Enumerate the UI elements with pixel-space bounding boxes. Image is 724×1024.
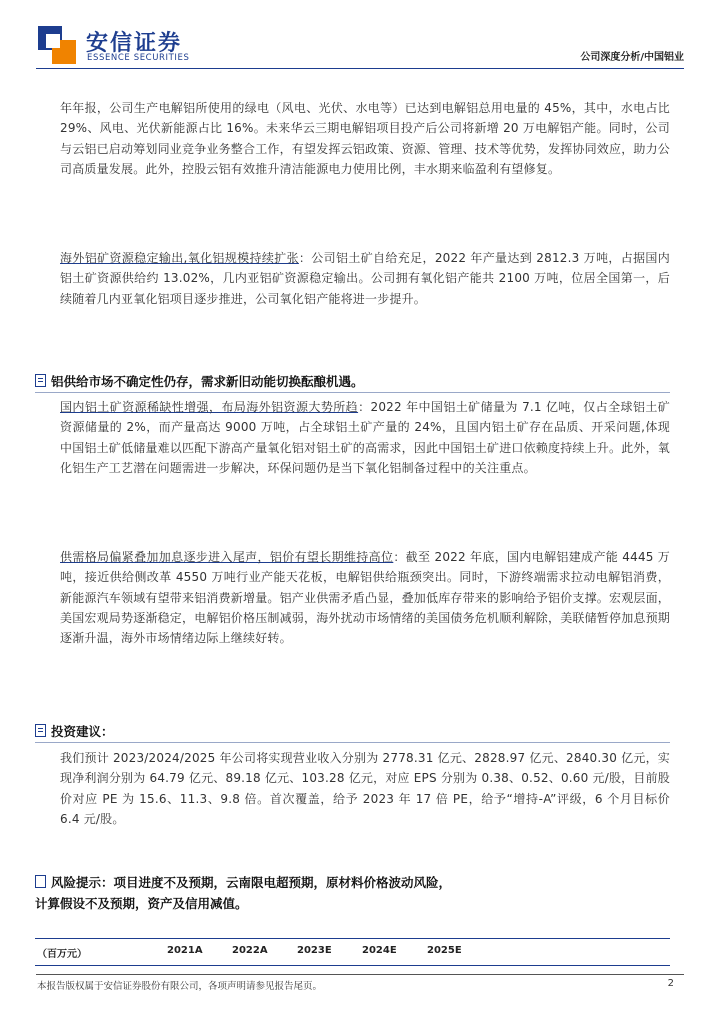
paragraph-supply-demand bbox=[60, 547, 670, 648]
section-bullet-icon bbox=[35, 875, 46, 888]
header-divider bbox=[36, 68, 684, 69]
table-year-header: 2022A bbox=[232, 945, 268, 956]
paragraph-text: ：公司铝土矿自给充足，2022 年产量达到 2812.3 万吨，占据国内铝土矿资源供给约 13.02%，几内亚铝矿资源稳定输出。公司拥有氧化铝产能共 2100 万吨，位居全国第一，后续随着几内亚氧化铝项目逐步推进，公司氧化铝产能将进一步提升。 bbox=[60, 251, 670, 306]
paragraph-overseas-bauxite bbox=[60, 248, 670, 309]
section-divider bbox=[35, 742, 670, 743]
footer-divider bbox=[36, 974, 684, 975]
brand-name-english: ESSENCE SECURITIES bbox=[87, 53, 190, 63]
brand-name: 安信证券 bbox=[86, 31, 183, 56]
forecast-table-header bbox=[35, 938, 670, 966]
section-title: 投资建议： bbox=[51, 724, 114, 739]
table-year-header: 2023E bbox=[297, 945, 332, 956]
paragraph-text: ：截至 2022 年底，国内电解铝建成产能 4445 万吨，接近供给侧改革 4550 万吨行业产能天花板，电解铝供给瓶颈突出。同时，下游终端需求拉动电解铝消费，新能源汽车领域有望带来铝消费新增量。铝产业供需矛盾凸显，叠加低库存带来的影响给予铝价支撑。宏观层面，美国宏观局势逐渐稳定，电解铝价格压制减弱，海外扰动市场情绪的美国债务危机顺利解除，美联储暂停加息预期逐渐升温，海外市场情绪边际上继续好转。 bbox=[60, 550, 671, 646]
report-type: 公司深度分析/中国铝业 bbox=[580, 52, 684, 63]
paragraph-domestic-bauxite bbox=[60, 397, 670, 478]
section-heading-supply bbox=[35, 372, 364, 390]
page-number: 2 bbox=[667, 978, 674, 989]
page-header bbox=[0, 0, 724, 75]
table-unit-label: （百万元） bbox=[37, 949, 87, 960]
paragraph-investment-advice: 我们预计 2023/2024/2025 年公司将实现营业收入分别为 2778.31 亿元、2828.97 亿元、2840.30 亿元，实现净利润分别为 64.79 亿元、89.18 亿元、103.28 亿元，对应 EPS 分别为 0.38、0.52、0.60 元/股，目前股价对应 PE 为 15.6、11.3、9.8 倍。首次覆盖，给予 2023 年 17 倍 PE，给予“增持-A”评级，6 个月目标价 6.4 元/股。 bbox=[60, 751, 670, 826]
section-title: 铝供给市场不确定性仍存，需求新旧动能切换酝酿机遇。 bbox=[51, 374, 364, 389]
table-year-header: 2025E bbox=[427, 945, 462, 956]
section-bullet-icon bbox=[35, 374, 46, 387]
brand-logo-icon bbox=[38, 26, 78, 66]
section-divider bbox=[35, 392, 670, 393]
table-year-header: 2021A bbox=[167, 945, 203, 956]
paragraph-lead: 供需格局偏紧叠加加息逐步进入尾声，铝价有望长期维持高位 bbox=[60, 550, 394, 564]
section-bullet-icon bbox=[35, 724, 46, 737]
section-heading-investment bbox=[35, 722, 114, 740]
paragraph-text: ：2022 年中国铝土矿储量为 7.1 亿吨，仅占全球铝土矿资源储量的 2%，而产量高达 9000 万吨，占全球铝土矿产量的 24%，且国内铝土矿存在品质、开采问题,体现中国铝土矿低储量难以匹配下游高产量氧化铝对铝土矿的高需求，因此中国铝土矿进口依赖度持续上升。此外，氧化铝生产工艺潜在问题需进一步解决，环保问题仍是当下氧化铝制备过程中的关注重点。 bbox=[60, 400, 671, 475]
paragraph-green-power: 年年报，公司生产电解铝所使用的绿电（风电、光伏、水电等）已达到电解铝总用电量的 45%，其中，水电占比 29%、风电、光伏新能源占比 16%。未来华云三期电解铝项目投产后公司将新增 20 万电解铝产能。同时，公司与云铝已启动筹划同业竞争业务整合工作，有望发挥云铝政策、资源、管理、技术等优势，发挥协同效应，助力公司高质量发展。此外，控股云铝有效推升清洁能源电力使用比例，丰水期来临盈利有望修复。 bbox=[60, 101, 671, 176]
paragraph-lead: 国内铝土矿资源稀缺性增强，布局海外铝资源大势所趋 bbox=[60, 400, 359, 414]
paragraph-lead: 海外铝矿资源稳定输出,氧化铝规模持续扩张 bbox=[60, 251, 299, 265]
risk-warning bbox=[35, 872, 455, 914]
table-year-header: 2024E bbox=[362, 945, 397, 956]
risk-text: 风险提示：项目进度不及预期，云南限电超预期，原材料价格波动风险，计算假设不及预期，资产及信用减值。 bbox=[35, 875, 452, 911]
footer-disclaimer: 本报告版权属于安信证券股份有限公司，各项声明请参见报告尾页。 bbox=[37, 981, 323, 992]
